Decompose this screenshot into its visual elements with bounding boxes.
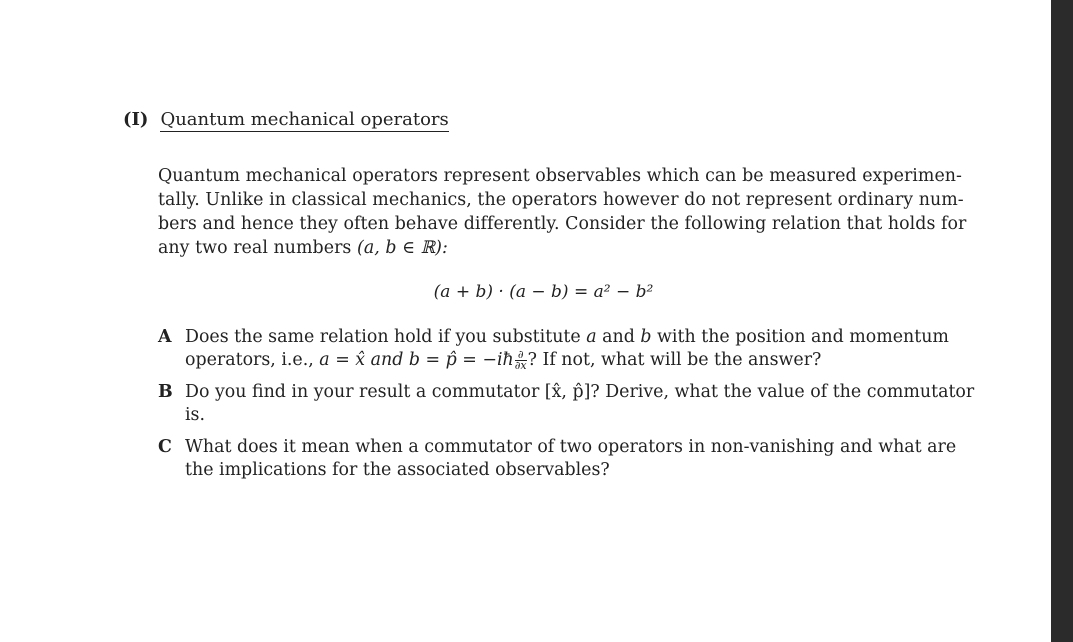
intro-last-math: (a, b ∈ ℝ): <box>357 238 448 258</box>
question-text: and <box>596 327 641 347</box>
math-var: b <box>640 327 652 347</box>
section-title: Quantum mechanical operators <box>160 109 449 130</box>
math-expression: a = x̂ and b = p̂ = −iħ <box>319 350 514 370</box>
intro-line: tally. Unlike in classical mechanics, the operators however do not represent ordinary num- <box>158 190 964 210</box>
intro-paragraph <box>158 164 967 260</box>
partial-derivative-fraction <box>515 350 527 371</box>
intro-line: Quantum mechanical operators represent observables which can be measured experimen- <box>158 166 962 186</box>
section-heading <box>123 108 449 132</box>
question-c <box>158 436 957 482</box>
fraction-numerator: ∂ <box>515 350 527 361</box>
question-a <box>158 326 949 372</box>
math-var: a <box>586 327 597 347</box>
question-line: Do you find in your result a commutator [x̂, p̂]? Derive, what the value of the commutator <box>185 382 975 402</box>
question-text: Does the same relation hold if you substitute <box>185 327 587 347</box>
question-line: the implications for the associated observables? <box>185 460 610 480</box>
section-number: (I) <box>123 109 149 130</box>
question-line: is. <box>185 405 206 425</box>
intro-last-prefix: any two real numbers <box>158 238 357 258</box>
question-list <box>158 326 975 491</box>
question-text: operators, i.e., <box>185 350 320 370</box>
question-text: with the position and momentum <box>651 327 949 347</box>
question-line <box>185 349 928 372</box>
scrollbar[interactable] <box>1051 0 1073 642</box>
intro-line: bers and hence they often behave differently. Consider the following relation that holds for <box>158 214 967 234</box>
display-equation <box>0 280 1073 304</box>
question-letter: A <box>158 327 172 347</box>
equation-text: (a + b) · (a − b) = a² − b² <box>433 282 654 302</box>
question-letter: C <box>158 437 172 457</box>
question-line <box>185 326 949 349</box>
question-line: What does it mean when a commutator of two operators in non-vanishing and what are <box>185 437 957 457</box>
question-text: ? If not, what will be the answer? <box>527 350 822 370</box>
question-letter: B <box>158 382 173 402</box>
question-b <box>158 381 975 427</box>
fraction-denominator: ∂x <box>514 359 527 372</box>
intro-line-last <box>158 236 926 260</box>
